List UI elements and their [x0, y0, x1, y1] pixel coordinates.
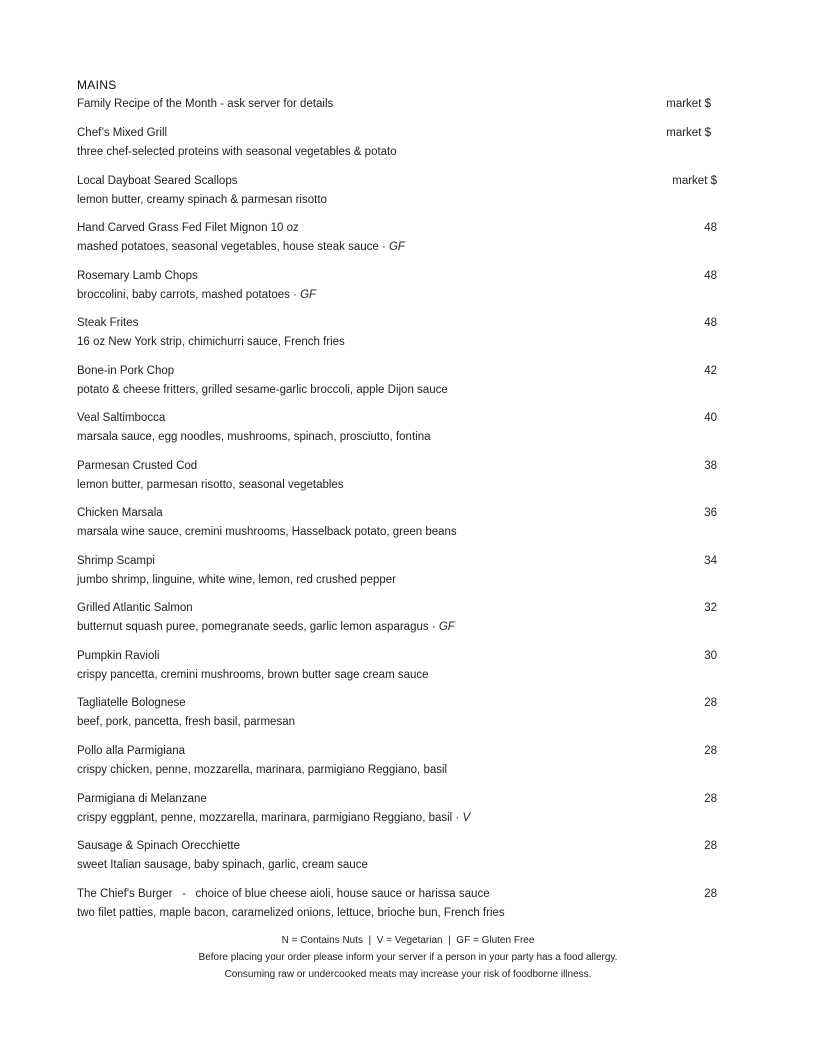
item-name: Veal Saltimbocca — [77, 412, 166, 424]
item-description: sweet Italian sausage, baby spinach, garlic, cream sauce — [77, 859, 368, 871]
item-price: 28 — [704, 840, 717, 852]
item-description: crispy pancetta, cremini mushrooms, brown butter sage cream sauce — [77, 669, 429, 681]
item-price: 28 — [704, 888, 717, 900]
item-name: Steak Frites — [77, 317, 139, 329]
menu-item — [77, 409, 717, 447]
menu-item — [77, 124, 717, 162]
menu-item — [77, 267, 717, 305]
item-name: Sausage & Spinach Orecchiette — [77, 840, 241, 852]
item-description: butternut squash puree, pomegranate seeds, garlic lemon asparagus · GF — [77, 621, 455, 633]
item-price: 38 — [704, 460, 717, 472]
item-description: lemon butter, creamy spinach & parmesan risotto — [77, 194, 327, 206]
item-description: jumbo shrimp, linguine, white wine, lemon, red crushed pepper — [77, 574, 396, 586]
item-description: broccolini, baby carrots, mashed potatoes · GF — [77, 289, 317, 301]
menu-item — [77, 599, 717, 637]
item-name: Shrimp Scampi — [77, 555, 155, 567]
item-description: 16 oz New York strip, chimichurri sauce, French fries — [77, 336, 345, 348]
menu-item — [77, 457, 717, 495]
dietary-legend: N = Contains Nuts | V = Vegetarian | GF = Gluten Free — [281, 935, 535, 946]
item-price: 28 — [704, 745, 717, 757]
menu-item — [77, 694, 717, 732]
section-title: MAINS — [77, 78, 117, 92]
item-name: Parmesan Crusted Cod — [77, 460, 198, 472]
menu-item — [77, 885, 717, 923]
allergy-notice: Before placing your order please inform your server if a person in your party has a food allergy. — [198, 952, 618, 963]
item-price: market $ — [666, 98, 711, 110]
item-name: Rosemary Lamb Chops — [77, 270, 198, 282]
menu-item — [77, 837, 717, 875]
menu-item — [77, 504, 717, 542]
item-description: crispy eggplant, penne, mozzarella, marinara, parmigiano Reggiano, basil · V — [77, 812, 471, 824]
item-price: 34 — [704, 555, 717, 567]
food-safety-warning: Consuming raw or undercooked meats may increase your risk of foodborne illness. — [224, 969, 592, 980]
item-price: 48 — [704, 222, 717, 234]
menu-item — [77, 219, 717, 257]
menu-item — [77, 314, 717, 352]
item-name: Local Dayboat Seared Scallops — [77, 175, 238, 187]
dietary-tag: V — [462, 812, 471, 824]
item-name: Tagliatelle Bolognese — [77, 697, 186, 709]
item-price: 40 — [704, 412, 717, 424]
item-price: 32 — [704, 602, 717, 614]
item-description: mashed potatoes, seasonal vegetables, house steak sauce · GF — [77, 241, 405, 253]
menu-item — [77, 172, 717, 210]
item-name: The Chief's Burger - choice of blue cheese aioli, house sauce or harissa sauce — [77, 888, 490, 900]
item-name: Grilled Atlantic Salmon — [77, 602, 193, 614]
menu-item — [77, 647, 717, 685]
item-price: 30 — [704, 650, 717, 662]
item-price: market $ — [672, 175, 717, 187]
item-price: 48 — [704, 317, 717, 329]
item-description: crispy chicken, penne, mozzarella, marinara, parmigiano Reggiano, basil — [77, 764, 448, 776]
item-name: Family Recipe of the Month - ask server for details — [77, 98, 334, 110]
item-name: Parmigiana di Melanzane — [77, 793, 207, 805]
item-name: Pumpkin Ravioli — [77, 650, 160, 662]
item-name: Pollo alla Parmigiana — [77, 745, 186, 757]
item-description: marsala wine sauce, cremini mushrooms, Hasselback potato, green beans — [77, 526, 457, 538]
item-price: 42 — [704, 365, 717, 377]
item-description: lemon butter, parmesan risotto, seasonal vegetables — [77, 479, 344, 491]
item-description: potato & cheese fritters, grilled sesame-garlic broccoli, apple Dijon sauce — [77, 384, 448, 396]
item-description: marsala sauce, egg noodles, mushrooms, spinach, prosciutto, fontina — [77, 431, 431, 443]
menu-item — [77, 552, 717, 590]
dietary-tag: GF — [300, 289, 317, 301]
item-description: beef, pork, pancetta, fresh basil, parmesan — [77, 716, 295, 728]
menu-item — [77, 362, 717, 400]
dietary-tag: GF — [438, 621, 455, 633]
menu-item — [77, 95, 717, 114]
menu-item — [77, 790, 717, 828]
item-name: Hand Carved Grass Fed Filet Mignon 10 oz — [77, 222, 299, 234]
item-name: Bone-in Pork Chop — [77, 365, 175, 377]
item-description: three chef-selected proteins with seasonal vegetables & potato — [77, 146, 397, 158]
item-price: 36 — [704, 507, 717, 519]
item-name: Chicken Marsala — [77, 507, 163, 519]
item-price: 48 — [704, 270, 717, 282]
item-description: two filet patties, maple bacon, caramelized onions, lettuce, brioche bun, French fries — [77, 907, 505, 919]
menu-footer — [0, 932, 816, 983]
item-price: market $ — [666, 127, 711, 139]
item-price: 28 — [704, 793, 717, 805]
item-name: Chef’s Mixed Grill — [77, 127, 168, 139]
dietary-tag: GF — [388, 241, 405, 253]
menu-item — [77, 742, 717, 780]
item-price: 28 — [704, 697, 717, 709]
